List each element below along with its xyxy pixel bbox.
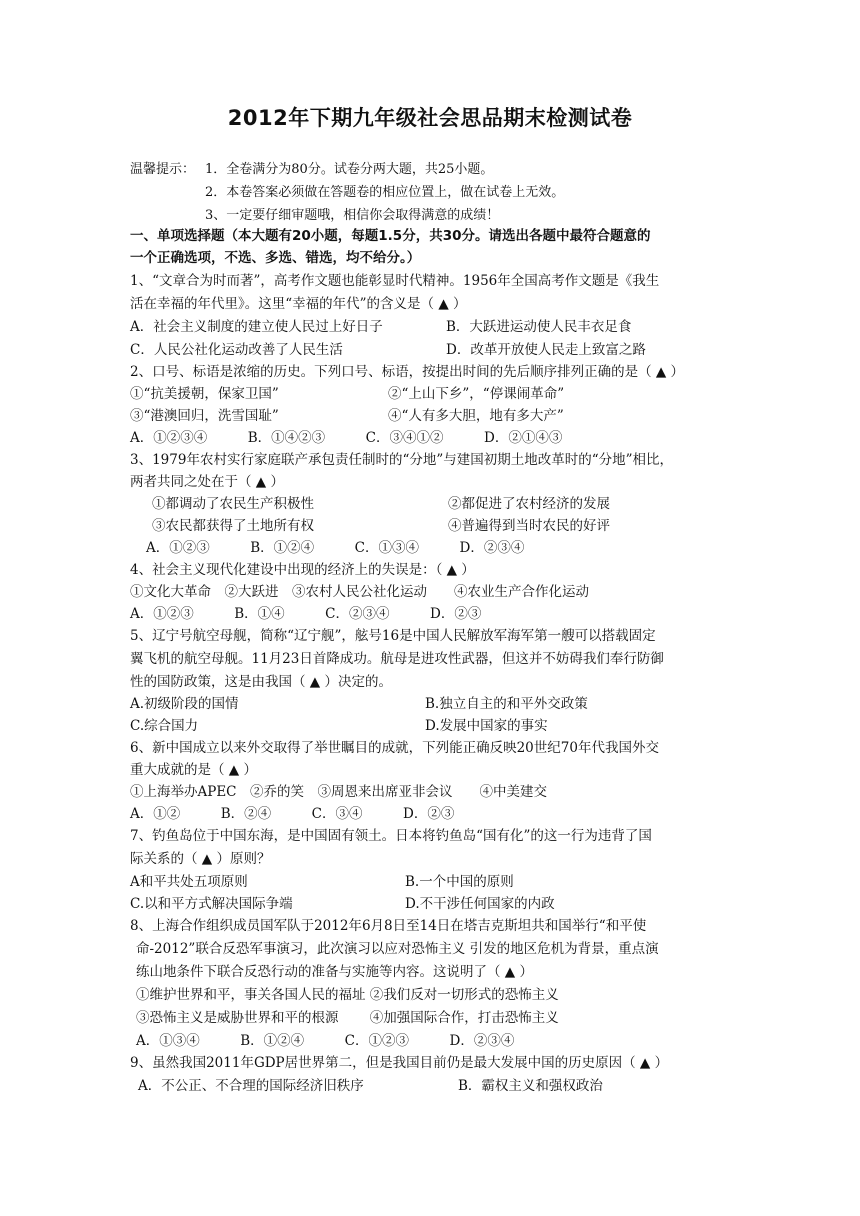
q5-stem-2: 翼飞机的航空母舰。11月23日首降成功。航母是进攻性武器，但这并不妨碍我们奉行防御 (130, 651, 664, 667)
q3-statement-1: ①都调动了农民生产积极性 (152, 496, 314, 512)
tip-1: 1．全卷满分为80分。试卷分两大题，共25小题。 (205, 162, 494, 177)
q2-statement-2: ②“上山下乡”，“停课闹革命” (388, 386, 565, 402)
q1-stem-1: 1、“文章合为时而著”，高考作文题也能彰显时代精神。1956年全国高考作文题是《我生 (130, 273, 660, 289)
q6-stem-1: 6、新中国成立以来外交取得了举世瞩目的成就，下列能正确反映20世纪70年代我国外交 (130, 740, 659, 756)
q2-statement-3: ③“港澳回归，洗雪国耻” (130, 408, 279, 424)
q9-option-b: B．霸权主义和强权政治 (458, 1078, 603, 1094)
q1-option-a: A．社会主义制度的建立使人民过上好日子 (130, 319, 383, 335)
q5-option-a: A.初级阶段的国情 (130, 696, 239, 712)
q6-statements: ①上海举办APEC ②乔的笑 ③周恩来出席亚非会议 ④中美建交 (130, 784, 548, 800)
q6-stem-2: 重大成就的是（ ▲ ） (130, 762, 257, 778)
q2-stem: 2、口号、标语是浓缩的历史。下列口号、标语，按提出时间的先后顺序排列正确的是（ ▲ ） (130, 364, 685, 380)
q1-option-b: B．大跃进运动使人民丰衣足食 (446, 319, 632, 335)
q8-stem-2: 命-2012”联合反恐军事演习，此次演习以应对恐怖主义 引发的地区危机为背景，重点演 (136, 941, 659, 957)
q8-stem-1: 8、上海合作组织成员国军队于2012年6月8日至14日在塔吉克斯坦共和国举行“和平使 (130, 918, 647, 934)
tips-label: 温馨提示： (130, 162, 196, 177)
q1-option-c: C．人民公社化运动改善了人民生活 (130, 342, 343, 358)
tip-3: 3、一定要仔细审题哦，相信你会取得满意的成绩！ (205, 208, 500, 223)
q3-statement-2: ②都促进了农村经济的发展 (448, 496, 610, 512)
q5-option-d: D.发展中国家的事实 (425, 718, 548, 734)
q7-option-d: D.不干涉任何国家的内政 (405, 896, 555, 912)
q8-options: A．①③④ B．①②④ C．①②③ D．②③④ (136, 1033, 515, 1049)
q8-stem-3: 练山地条件下联合反恐行动的准备与实施等内容。这说明了（ ▲ ） (136, 964, 533, 980)
page-title: 2012年下期九年级社会思品期末检测试卷 (227, 106, 633, 130)
q3-options: A．①②③ B．①②④ C．①③④ D．②③④ (146, 540, 525, 556)
section-heading-line1: 一、单项选择题（本大题有20小题，每题1.5分，共30分。请选出各题中最符合题意的 (130, 228, 651, 244)
q1-stem-2: 活在幸福的年代里》。这里“幸福的年代”的含义是（ ▲ ） (130, 296, 467, 312)
q4-options: A．①②③ B．①④ C．②③④ D．②③ (130, 606, 482, 622)
q8-statements-2: ③恐怖主义是威胁世界和平的根源 ④加强国际合作，打击恐怖主义 (136, 1010, 559, 1026)
q2-statement-4: ④“人有多大胆，地有多大产” (388, 408, 564, 424)
q7-option-c: C.以和平方式解决国际争端 (130, 896, 293, 912)
q4-stem: 4、社会主义现代化建设中出现的经济上的失误是：（ ▲ ） (130, 562, 475, 578)
q7-stem-1: 7、钓鱼岛位于中国东海，是中国固有领土。日本将钓鱼岛“国有化”的这一行为违背了国 (130, 828, 652, 844)
section-heading-line2: 一个正确选项，不选、多选、错选，均不给分。） (130, 250, 421, 266)
q4-statements: ①文化大革命 ②大跃进 ③农村人民公社化运动 ④农业生产合作化运动 (130, 584, 589, 600)
q3-stem-2: 两者共同之处在于（ ▲ ） (130, 474, 284, 490)
q3-statement-4: ④普遍得到当时农民的好评 (448, 518, 610, 534)
tip-2: 2．本卷答案必须做在答题卷的相应位置上，做在试卷上无效。 (205, 185, 565, 200)
q2-statement-1: ①“抗美援朝，保家卫国” (130, 386, 279, 402)
q6-options: A．①② B．②④ C．③④ D．②③ (130, 806, 455, 822)
q5-stem-3: 性的国防政策，这是由我国（ ▲ ）决定的。 (130, 674, 392, 690)
q7-option-b: B.一个中国的原则 (405, 874, 514, 890)
q8-statements-1: ①维护世界和平，事关各国人民的福址 ②我们反对一切形式的恐怖主义 (136, 987, 559, 1003)
q7-stem-2: 际关系的（ ▲ ）原则？ (130, 851, 271, 867)
q5-stem-1: 5、辽宁号航空母舰，简称“辽宁舰”，舷号16是中国人民解放军海军第一艘可以搭载固定 (130, 628, 656, 644)
q7-option-a: A和平共处五项原则 (130, 874, 248, 890)
q1-option-d: D．改革开放使人民走上致富之路 (446, 342, 646, 358)
q5-option-c: C.综合国力 (130, 718, 199, 734)
q3-stem-1: 3、1979年农村实行家庭联产承包责任制时的“分地”与建国初期土地改革时的“分地”相比， (130, 452, 674, 468)
q3-statement-3: ③农民都获得了土地所有权 (152, 518, 314, 534)
q2-options: A．①②③④ B．①④②③ C．③④①② D．②①④③ (130, 430, 563, 446)
q9-stem: 9、虽然我国2011年GDP居世界第二，但是我国目前仍是最大发展中国的历史原因（ ▲ ） (130, 1055, 669, 1071)
q9-option-a: A．不公正、不合理的国际经济旧秩序 (138, 1078, 364, 1094)
q5-option-b: B.独立自主的和平外交政策 (425, 696, 588, 712)
